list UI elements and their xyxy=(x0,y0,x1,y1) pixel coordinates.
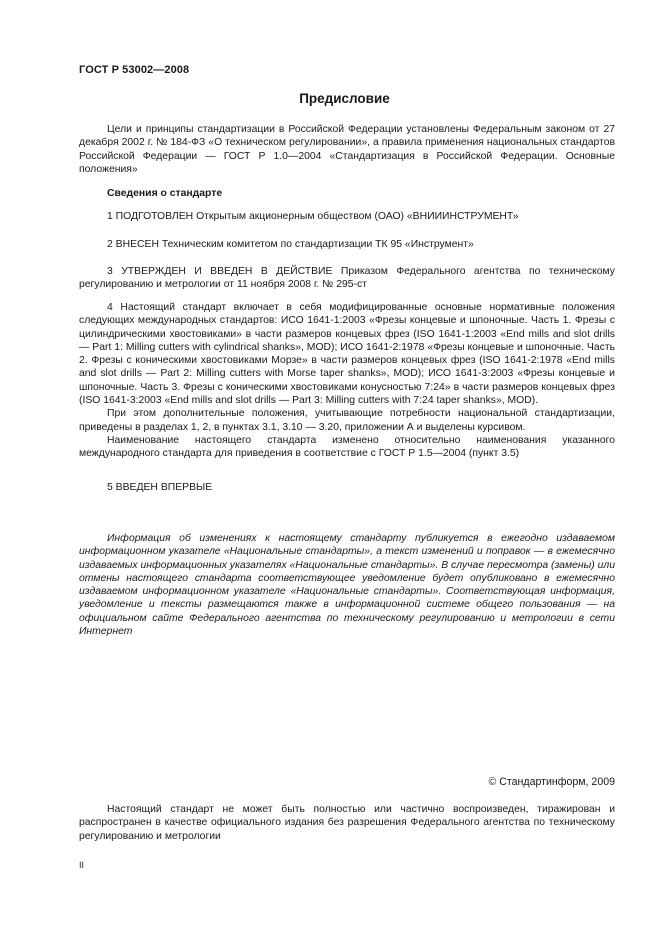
item-2: 2 ВНЕСЕН Техническим комитетом по стандартизации ТК 95 «Инструмент» xyxy=(107,239,474,250)
preface-intro: Цели и принципы стандартизации в Российской Федерации установлены Федеральным законом от 27 декабря 2002 г. № 184-ФЗ «О техническом регулировании», а правила применения национальных стандартов Российской Федерации — ГОСТ Р 1.0—2004 «Стандартизация в Российской Федерации. Основные положения» xyxy=(79,124,615,175)
update-info-notice: Информация об изменениях к настоящему стандарту публикуется в ежегодно издаваемом информационном указателе «Национальные стандарты», а текст изменений и поправок — в ежемесячно издаваемых информационных указателях «Национальные стандарты». В случае пересмотра (замены) или отмены настоящего стандарта соответствующее уведомление будет опубликовано в ежемесячно издаваемом информационном указателе «Национальные стандарты». Соответствующая информация, уведомление и тексты размещаются также в информационной системе общего пользования — на официальном сайте Федерального агентства по техническому регулированию и метрологии в сети Интернет xyxy=(79,533,615,638)
item-4-block xyxy=(79,301,615,461)
preface-intro-block xyxy=(79,123,615,176)
item-5-block xyxy=(79,481,615,494)
item-1-block xyxy=(79,210,615,223)
reproduction-notice-block xyxy=(79,803,615,843)
item-1: 1 ПОДГОТОВЛЕН Открытым акционерным обществом (ОАО) «ВНИИИНСТРУМЕНТ» xyxy=(107,211,519,222)
item-4-extra: При этом дополнительные положения, учитывающие потребности национальной стандартизации, приведены в разделах 1, 2, в пунктах 3.1, 3.10 — 3.20, приложении А и выделены курсивом. xyxy=(79,408,615,433)
preface-title: Предисловие xyxy=(299,91,390,106)
about-heading-block xyxy=(79,187,615,200)
item-4-name-change: Наименование настоящего стандарта изменено относительно наименования указанного международного стандарта для приведения в соответствие с ГОСТ Р 1.5—2004 (пункт 3.5) xyxy=(79,434,615,460)
about-heading: Сведения о стандарте xyxy=(107,188,223,199)
info-block xyxy=(79,532,615,638)
reproduction-notice: Настоящий стандарт не может быть полностью или частично воспроизведен, тиражирован и распространен в качестве официального издания без разрешения Федерального агентства по техническому регулированию и метрологии xyxy=(79,804,615,842)
copyright: © Стандартинформ, 2009 xyxy=(488,776,615,788)
item-3: 3 УТВЕРЖДЕН И ВВЕДЕН В ДЕЙСТВИЕ Приказом Федерального агентства по техническому регулированию и метрологии от 11 ноября 2008 г. № 295-ст xyxy=(79,266,615,291)
item-2-block xyxy=(79,238,615,251)
page-number: II xyxy=(79,860,85,870)
item-5: 5 ВВЕДЕН ВПЕРВЫЕ xyxy=(107,482,213,493)
item-4: 4 Настоящий стандарт включает в себя модифицированные основные нормативные положения следующих международных стандартов: ИСО 1641-1:2003 «Фрезы концевые и шпоночные. Часть 1. Фрезы с цилиндрическими хвостовиками» в части размеров концевых фрез (ISO 1641-1:2003 «End mills and slot drills — Part 1: Milling cutters with cylindrical shanks», MOD); ИСО 1641-2:1978 «Фрезы концевые и шпоночные. Часть 2. Фрезы с коническими хвостовиками Морзе» в части размеров концевых фрез (ISO 1641-2:1978 «End mills and slot drills — Part 2: Milling cutters with Morse taper shanks», MOD); ИСО 1641-3:2003 «Фрезы концевые и шпоночные. Часть 3. Фрезы с коническими хвостовиками конусностью 7:24» в части размеров концевых фрез (ISO 1641-3:2003 «End mills and slot drills — Part 3: Milling cutters with 7:24 taper shanks», MOD). xyxy=(79,302,615,407)
standard-id: ГОСТ Р 53002—2008 xyxy=(79,64,190,76)
item-3-block xyxy=(79,265,615,292)
